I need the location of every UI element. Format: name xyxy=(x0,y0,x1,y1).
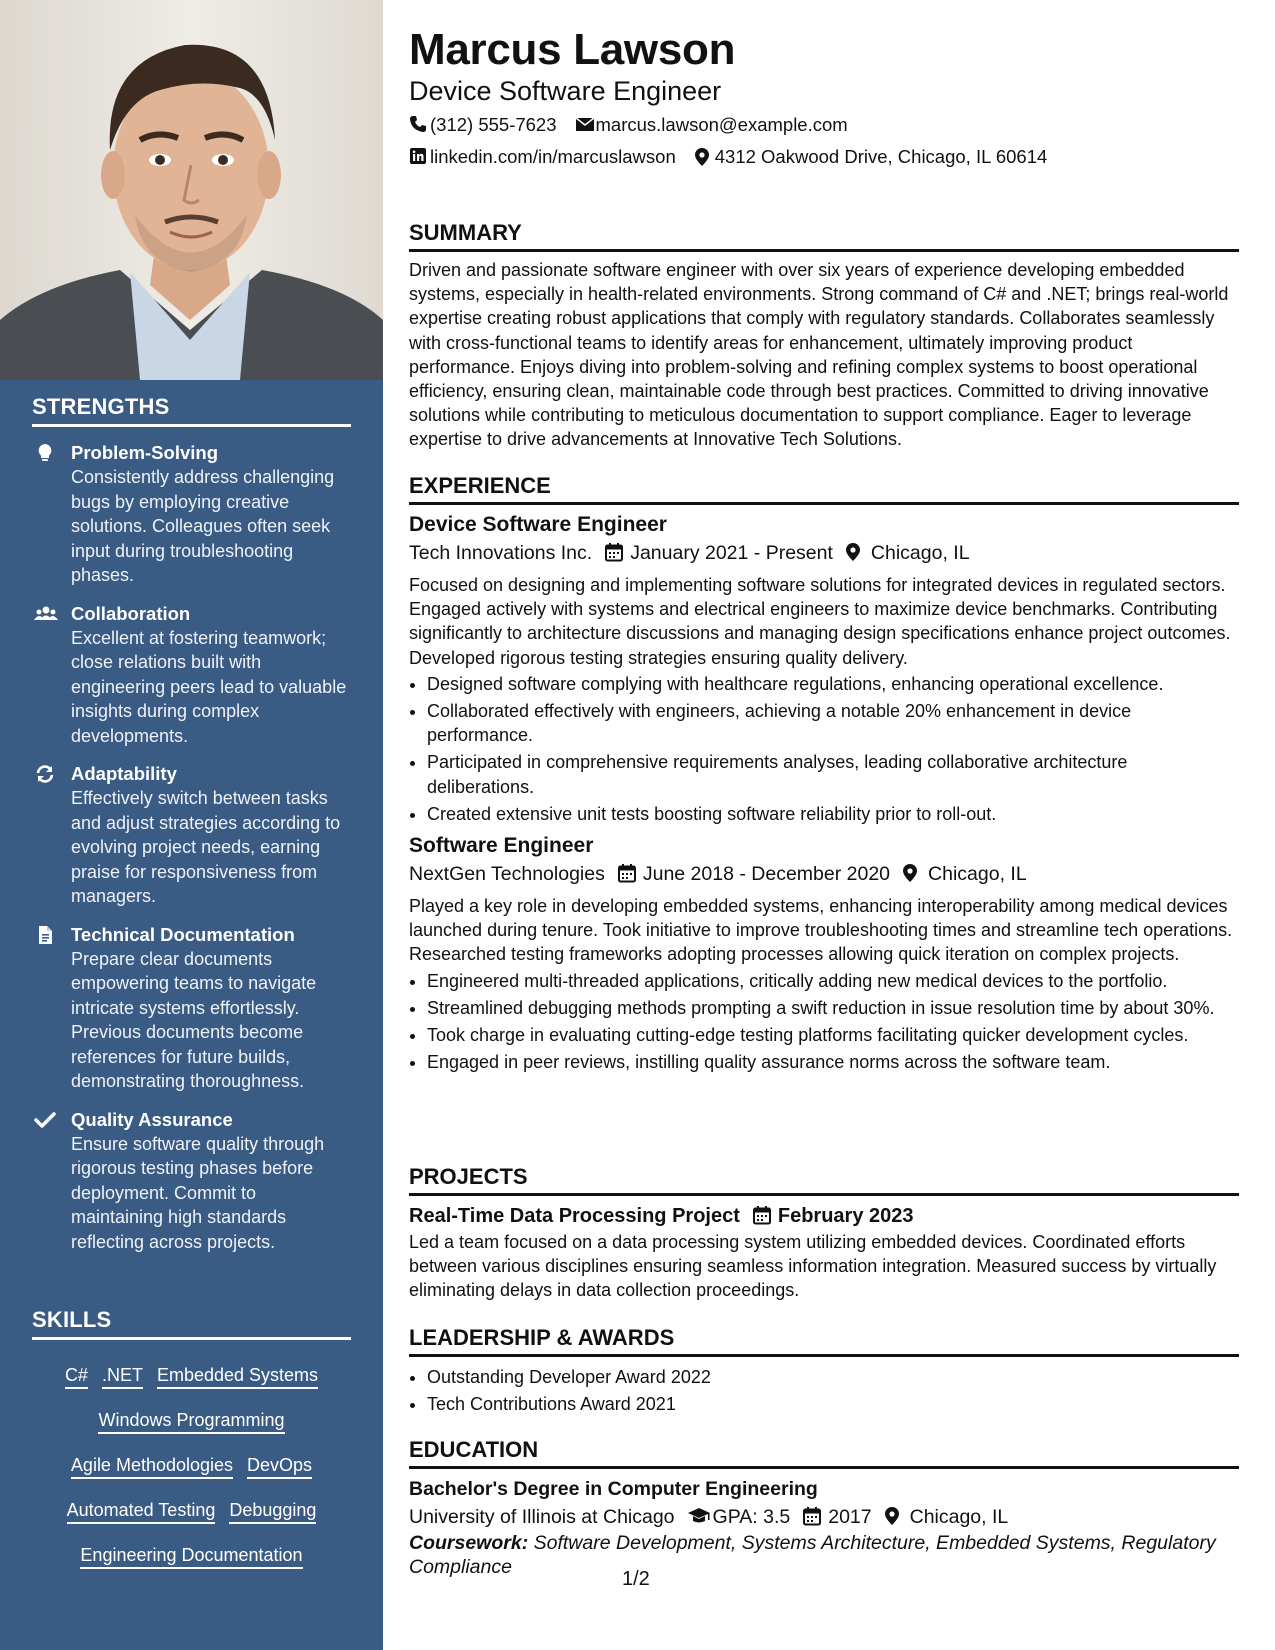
document-icon xyxy=(34,924,56,946)
job-title: Device Software Engineer xyxy=(409,513,667,536)
linkedin-url[interactable]: linkedin.com/in/marcuslawson xyxy=(430,146,676,167)
company-name: Tech Innovations Inc. xyxy=(409,542,593,564)
education-heading: EDUCATION xyxy=(409,1436,1239,1469)
check-icon xyxy=(34,1109,56,1131)
awards-list xyxy=(409,1365,1239,1416)
skill-tag: .NET xyxy=(102,1364,143,1389)
summary-section xyxy=(409,219,1239,452)
skill-tag: Windows Programming xyxy=(98,1409,284,1434)
school-name: University of Illinois at Chicago xyxy=(409,1506,675,1528)
sync-icon xyxy=(34,763,56,785)
job-description: Focused on designing and implementing software solutions for integrated devices in regulated sectors. Engaged actively with systems and electrical engineers to maximize device benchmarks. Contributing significantly to architecture discussions and managing design specifications enhance project outcomes. Developed rigorous testing strategies ensuring quality delivery. xyxy=(409,575,1231,668)
linkedin-icon xyxy=(409,147,427,165)
strength-title: Quality Assurance xyxy=(71,1108,233,1130)
strength-description: Excellent at fostering teamwork; close relations built with engineering peers lead to valuable insights during complex developments. xyxy=(71,627,347,746)
strength-title: Problem-Solving xyxy=(71,442,218,463)
list-item: • Streamlined debugging methods prompting a swift reduction in issue resolution time by about 30%. xyxy=(427,996,1239,1020)
list-item: • Designed software complying with healthcare regulations, enhancing operational excellence. xyxy=(427,672,1239,696)
candidate-name: Marcus Lawson xyxy=(409,25,736,74)
contact-row xyxy=(409,145,1047,169)
job-title: Software Engineer xyxy=(409,834,594,858)
summary-text: Driven and passionate software engineer with over six years of experience developing embedded systems, especially in health-related environments. Strong command of C# and .NET; brings real-world expertise creating robust applications that comply with regulatory standards. Collaborates seamlessly with cross-functional teams to identify areas for enhancement, ultimately improving product performance. Enjoys diving into problem-solving and refining complex systems to boost operational efficiency, ensuring clean, maintainable code through best practices. Committed to driving innovative solutions while contributing to meticulous documentation to support compliance. Eager to leverage expertise to drive advancements at Innovative Tech Solutions. xyxy=(409,260,1229,450)
education-meta xyxy=(409,1503,1239,1531)
project-date: February 2023 xyxy=(777,1205,914,1227)
degree-title: Bachelor's Degree in Computer Engineering xyxy=(409,1478,818,1500)
job-bullets xyxy=(409,672,1239,826)
awards-heading: LEADERSHIP & AWARDS xyxy=(409,1324,1239,1357)
calendar-icon xyxy=(617,863,637,883)
map-pin-icon xyxy=(694,147,712,165)
job-bullets xyxy=(409,969,1239,1075)
job-dates: January 2021 - Present xyxy=(630,542,833,564)
skill-tag: Debugging xyxy=(229,1499,316,1524)
users-icon xyxy=(34,603,56,625)
job-meta xyxy=(409,539,1239,567)
list-item: • Tech Contributions Award 2021 xyxy=(427,1392,1239,1416)
list-item: • Collaborated effectively with engineers, achieving a notable 20% enhancement in device performance. xyxy=(427,699,1239,747)
projects-section xyxy=(409,1163,1239,1303)
map-pin-icon xyxy=(845,542,865,562)
list-item: • Engaged in peer reviews, instilling quality assurance norms across the software team. xyxy=(427,1050,1239,1074)
strength-title: Adaptability xyxy=(71,763,177,784)
strength-description: Effectively switch between tasks and adjust strategies according to evolving project needs, earning praise for responsiveness from managers. xyxy=(71,788,341,906)
strength-item xyxy=(32,441,351,588)
skill-tag: Automated Testing xyxy=(67,1499,216,1524)
calendar-icon xyxy=(802,1506,822,1526)
experience-section xyxy=(409,472,1239,1077)
coursework-label: Coursework: xyxy=(409,1532,529,1554)
job-location: Chicago, IL xyxy=(870,542,970,564)
strength-item xyxy=(32,602,351,749)
email-address[interactable]: marcus.lawson@example.com xyxy=(595,114,848,135)
skill-tag: Agile Methodologies xyxy=(71,1454,233,1479)
list-item: • Participated in comprehensive requirements analyses, leading collaborative architecture deliberations. xyxy=(427,750,1239,798)
strength-title: Technical Documentation xyxy=(71,923,295,945)
candidate-title: Device Software Engineer xyxy=(409,76,722,106)
strengths-section xyxy=(32,394,351,1254)
contact-row xyxy=(409,113,848,137)
lightbulb-icon xyxy=(34,442,56,464)
sidebar xyxy=(0,0,383,1650)
job-dates: June 2018 - December 2020 xyxy=(642,863,891,886)
summary-heading: SUMMARY xyxy=(409,219,1239,252)
company-name: NextGen Technologies xyxy=(409,863,605,886)
graduation-cap-icon xyxy=(687,1506,707,1526)
phone-number[interactable]: (312) 555-7623 xyxy=(430,114,557,135)
skills-heading: SKILLS xyxy=(32,1307,351,1340)
strength-item xyxy=(32,923,351,1094)
awards-section xyxy=(409,1324,1239,1419)
coursework-list: Software Development, Systems Architecture, Embedded Systems, Regulatory Compliance xyxy=(409,1532,1216,1578)
school-location: Chicago, IL xyxy=(909,1506,1009,1528)
strength-title: Collaboration xyxy=(71,602,191,624)
strength-description: Consistently address challenging bugs by employing creative solutions. Colleagues often seek input during troubleshooting phases. xyxy=(71,467,335,585)
job-entry xyxy=(409,832,1239,1074)
strength-description: Ensure software quality through rigorous testing phases before deployment. Commit to maintaining high standards reflecting across projects. xyxy=(71,1133,325,1252)
street-address: 4312 Oakwood Drive, Chicago, IL 60614 xyxy=(714,146,1048,167)
calendar-icon xyxy=(604,542,624,562)
coursework xyxy=(409,1531,1239,1579)
strength-description: Prepare clear documents empowering teams to navigate intricate systems effortlessly. Previous documents become references for future builds, demonstrating thoroughness. xyxy=(71,948,317,1091)
map-pin-icon xyxy=(884,1506,904,1526)
job-entry xyxy=(409,511,1239,826)
calendar-icon xyxy=(752,1205,772,1225)
skill-tag: DevOps xyxy=(247,1454,312,1479)
strength-item xyxy=(32,762,351,909)
graduation-year: 2017 xyxy=(828,1506,872,1528)
projects-heading: PROJECTS xyxy=(409,1163,1239,1196)
envelope-icon xyxy=(575,115,593,133)
job-location: Chicago, IL xyxy=(928,863,1027,886)
project-description: Led a team focused on a data processing system utilizing embedded devices. Coordinated efforts between various disciplines ensuring seamless information integration. Measured success by virtually eliminating delays in data collection proceedings. xyxy=(409,1232,1217,1301)
list-item: • Took charge in evaluating cutting-edge testing platforms facilitating quicker development cycles. xyxy=(427,1023,1239,1047)
profile-photo xyxy=(0,0,383,380)
skills-section xyxy=(32,1307,351,1579)
phone-icon xyxy=(409,115,427,133)
list-item: • Engineered multi-threaded applications, critically adding new medical devices to the portfolio. xyxy=(427,969,1239,993)
experience-heading: EXPERIENCE xyxy=(409,472,1239,505)
project-header xyxy=(409,1202,1239,1230)
list-item: • Created extensive unit tests boosting software reliability prior to roll-out. xyxy=(427,802,1239,826)
job-meta xyxy=(409,860,1239,888)
project-title: Real-Time Data Processing Project xyxy=(409,1205,740,1227)
skill-tag: Engineering Documentation xyxy=(80,1544,302,1569)
gpa: GPA: 3.5 xyxy=(712,1506,791,1528)
job-description: Played a key role in developing embedded systems, enhancing interoperability among medical devices launched during tenure. Took initiative to improve troubleshooting times and streamline tech operations. Researched testing frameworks adopting processes allowing quick iteration on complex projects. xyxy=(409,896,1233,965)
skill-tag: C# xyxy=(65,1364,88,1389)
page-number: 1/2 xyxy=(622,1568,650,1590)
map-pin-icon xyxy=(902,863,922,883)
strengths-heading: STRENGTHS xyxy=(32,394,351,427)
list-item: • Outstanding Developer Award 2022 xyxy=(427,1365,1239,1389)
strength-item xyxy=(32,1108,351,1255)
skills-list xyxy=(32,1354,351,1579)
education-section xyxy=(409,1436,1239,1579)
skill-tag: Embedded Systems xyxy=(157,1364,318,1389)
